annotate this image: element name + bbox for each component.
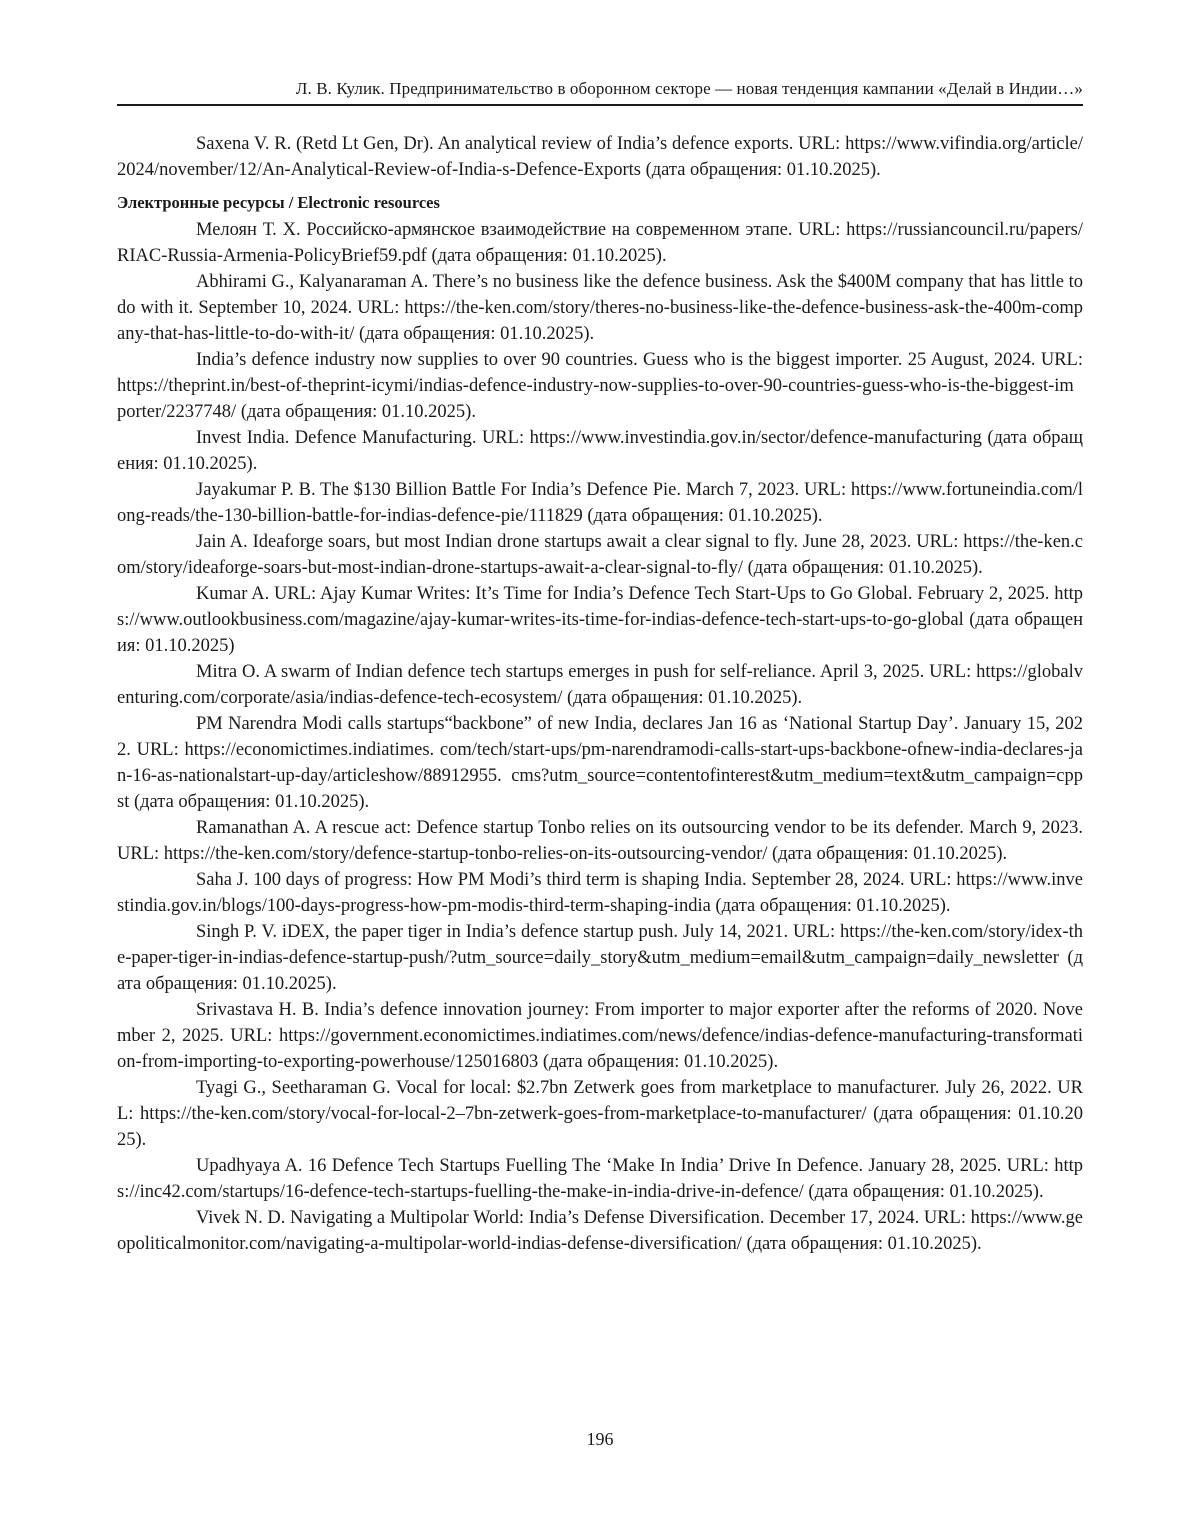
- reference-entry: Abhirami G., Kalyanaraman A. There’s no business like the defence business. Ask the $400M company that has little to do with it. September 10, 2024. URL: https://the-ken.com/story/theres-no-business-like-the-defence-business-ask-the-400m-company-that-has-little-to-do-with-it/ (дата обращения: 01.10.2025).: [117, 272, 1083, 344]
- section-heading: Электронные ресурсы / Electronic resources: [117, 193, 440, 212]
- reference-entry: Kumar A. URL: Ajay Kumar Writes: It’s Time for India’s Defence Tech Start-Ups to Go Global. February 2, 2025. https://www.outlookbusiness.com/magazine/ajay-kumar-writes-its-time-for-indias-defence-tech-start-ups-to-go-global (дата обращения: 01.10.2025): [117, 584, 1083, 656]
- page-number: 196: [586, 1429, 614, 1449]
- reference-entry: India’s defence industry now supplies to over 90 countries. Guess who is the biggest importer. 25 August, 2024. URL: https://theprint.in/best-of-theprint-icymi/indias-defence-industry-now-supplies-to-over-90-countries-guess-who-is-the-biggest-importer/2237748/ (дата обращения: 01.10.2025).: [117, 350, 1083, 422]
- reference-entry: PM Narendra Modi calls startups“backbone” of new India, declares Jan 16 as ‘National Startup Day’. January 15, 2022. URL: https://economictimes.indiatimes. com/tech/start-ups/pm-narendramodi-calls-start-ups-backbone-ofnew-india-declares-jan-16-as-nationalstart-up-day/articleshow/88912955. cms?utm_source=contentofinterest&utm_medium=text&utm_campaign=cppst (дата обращения: 01.10.2025).: [117, 714, 1083, 812]
- reference-entry: Мелоян Т. Х. Российско-армянское взаимодействие на современном этапе. URL: https://russiancouncil.ru/papers/RIAC-Russia-Armenia-PolicyBrief59.pdf (дата обращения: 01.10.2025).: [117, 220, 1083, 266]
- reference-entry: Singh P. V. iDEX, the paper tiger in India’s defence startup push. July 14, 2021. URL: https://the-ken.com/story/idex-the-paper-tiger-in-indias-defence-startup-push/?utm_source=daily_story&utm_medium=email&utm_campaign=daily_newsletter (дата обращения: 01.10.2025).: [117, 922, 1083, 994]
- references-content: [117, 131, 1083, 1257]
- reference-entry: Saha J. 100 days of progress: How PM Modi’s third term is shaping India. September 28, 2024. URL: https://www.investindia.gov.in/blogs/100-days-progress-how-pm-modis-third-term-shaping-india (дата обращения: 01.10.2025).: [117, 870, 1083, 916]
- reference-entry: Vivek N. D. Navigating a Multipolar World: India’s Defense Diversification. December 17, 2024. URL: https://www.geopoliticalmonitor.com/navigating-a-multipolar-world-indias-defense-diversification/ (дата обращения: 01.10.2025).: [117, 1208, 1083, 1254]
- page: [117, 0, 1083, 1522]
- reference-entry: Tyagi G., Seetharaman G. Vocal for local: $2.7bn Zetwerk goes from marketplace to manufacturer. July 26, 2022. URL: https://the-ken.com/story/vocal-for-local-2–7bn-zetwerk-goes-from-marketplace-to-manufacturer/ (дата обращения: 01.10.2025).: [117, 1078, 1083, 1150]
- reference-entry: Ramanathan A. A rescue act: Defence startup Tonbo relies on its outsourcing vendor to be its defender. March 9, 2023. URL: https://the-ken.com/story/defence-startup-tonbo-relies-on-its-outsourcing-vendor/ (дата обращения: 01.10.2025).: [117, 818, 1083, 864]
- reference-entry: Invest India. Defence Manufacturing. URL: https://www.investindia.gov.in/sector/defence-manufacturing (дата обращения: 01.10.2025).: [117, 428, 1083, 474]
- reference-entry: Jain A. Ideaforge soars, but most Indian drone startups await a clear signal to fly. June 28, 2023. URL: https://the-ken.com/story/ideaforge-soars-but-most-indian-drone-startups-await-a-clear-signal-to-fly/ (дата обращения: 01.10.2025).: [117, 532, 1083, 578]
- header-rule: [117, 104, 1083, 106]
- reference-entry: Upadhyaya A. 16 Defence Tech Startups Fuelling The ‘Make In India’ Drive In Defence. January 28, 2025. URL: https://inc42.com/startups/16-defence-tech-startups-fuelling-the-make-in-india-drive-in-defence/ (дата обращения: 01.10.2025).: [117, 1156, 1083, 1202]
- reference-entry: Srivastava H. B. India’s defence innovation journey: From importer to major exporter after the reforms of 2020. November 2, 2025. URL: https://government.economictimes.indiatimes.com/news/defence/indias-defence-manufacturing-transformation-from-importing-to-exporting-powerhouse/125016803 (дата обращения: 01.10.2025).: [117, 1000, 1083, 1072]
- running-header: Л. В. Кулик. Предпринимательство в оборонном секторе — новая тенденция кампании «Делай в Индии…»: [295, 79, 1083, 98]
- reference-entry: Saxena V. R. (Retd Lt Gen, Dr). An analytical review of India’s defence exports. URL: https://www.vifindia.org/article/2024/november/12/An-Analytical-Review-of-India-s-Defence-Exports (дата обращения: 01.10.2025).: [117, 134, 1083, 180]
- reference-entry: Jayakumar P. B. The $130 Billion Battle For India’s Defence Pie. March 7, 2023. URL: https://www.fortuneindia.com/long-reads/the-130-billion-battle-for-indias-defence-pie/111829 (дата обращения: 01.10.2025).: [117, 480, 1083, 526]
- reference-entry: Mitra O. A swarm of Indian defence tech startups emerges in push for self-reliance. April 3, 2025. URL: https://globalventuring.com/corporate/asia/indias-defence-tech-ecosystem/ (дата обращения: 01.10.2025).: [117, 662, 1083, 708]
